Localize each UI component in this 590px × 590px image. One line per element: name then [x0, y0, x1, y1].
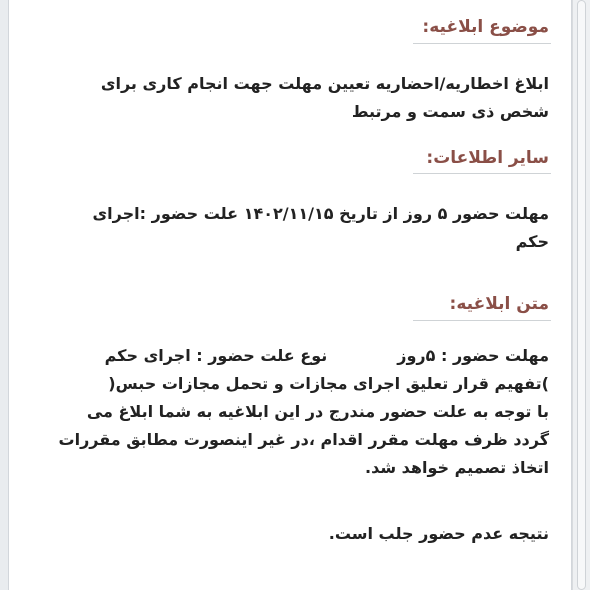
scrollbar-thumb[interactable]: [577, 0, 586, 590]
notice-text-line: اتخاذ تصمیم خواهد شد.: [365, 458, 549, 477]
other-info-line: مهلت حضور ۵ روز از تاریخ ۱۴۰۲/۱۱/۱۵ علت حضور :اجرای: [92, 204, 549, 223]
other-info-text: [29, 200, 549, 256]
other-info-line: حکم: [515, 232, 549, 251]
notice-text-header-divider: [413, 320, 551, 321]
notice-text-line: گردد ظرف مهلت مقرر اقدام ،در غیر اینصورت مطابق مقررات: [58, 430, 549, 449]
deadline-label: مهلت حضور : ۵روز: [397, 346, 549, 365]
notification-card: [8, 0, 572, 590]
notice-text-header: متن ابلاغیه:: [449, 294, 549, 314]
reason-label: نوع علت حضور : اجرای حکم: [104, 346, 328, 365]
conclusion-line: نتیجه عدم حضور جلب است.: [328, 524, 549, 543]
notice-text-body: [29, 342, 549, 482]
subject-line: ابلاغ اخطاریه/احضاریه تعیین مهلت جهت انجام کاری برای: [100, 74, 549, 93]
subject-header-divider: [413, 43, 551, 44]
subject-header: موضوع ابلاغیه:: [422, 17, 549, 37]
other-info-header-divider: [413, 173, 551, 174]
subject-line: شخص ذی سمت و مرتبط: [351, 102, 549, 121]
vertical-scrollbar[interactable]: [572, 0, 590, 590]
notice-text-line: با توجه به علت حضور مندرج در این ابلاغیه به شما ابلاغ می: [86, 402, 549, 421]
notice-text-line: [29, 342, 549, 370]
notice-text-line: )تفهیم قرار تعلیق اجرای مجازات و تحمل مجازات حبس(: [108, 374, 549, 393]
conclusion-text: [29, 520, 549, 548]
subject-text: [29, 70, 549, 126]
other-info-header: سایر اطلاعات:: [426, 148, 549, 168]
